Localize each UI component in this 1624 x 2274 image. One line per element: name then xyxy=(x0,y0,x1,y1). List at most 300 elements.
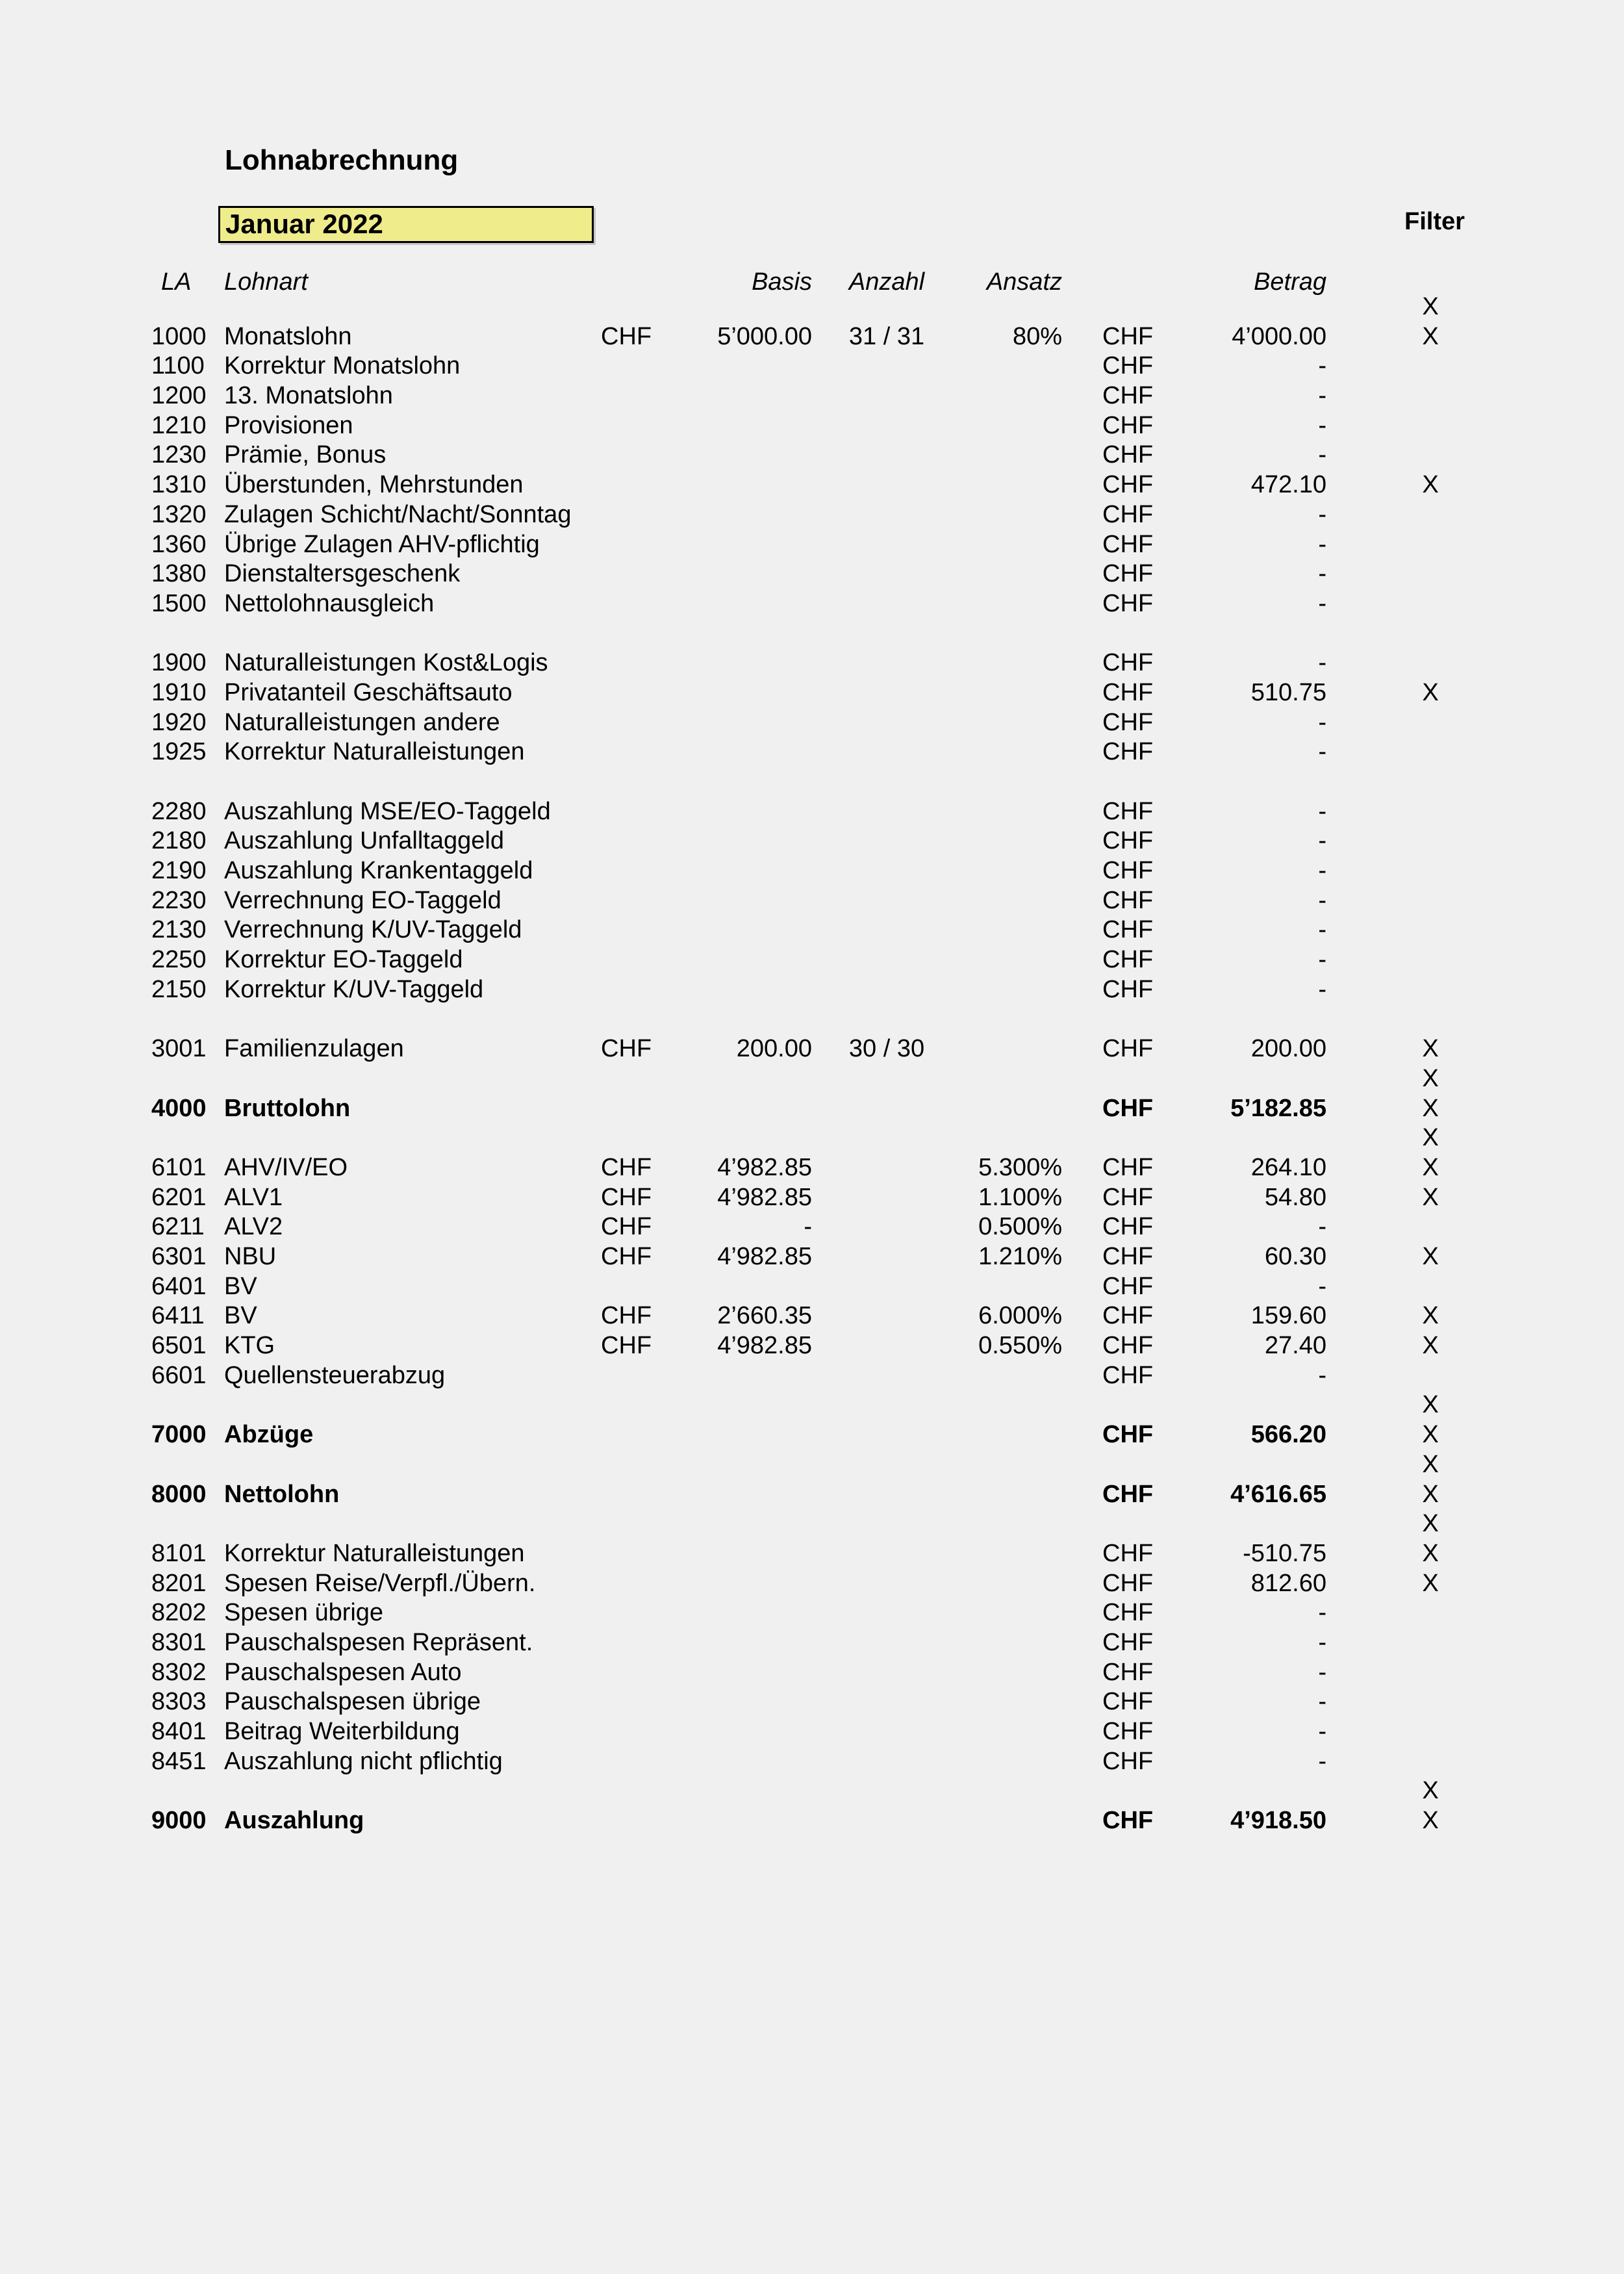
table-row xyxy=(0,530,1624,560)
table-row xyxy=(0,975,1624,1005)
row-ansatz-value xyxy=(935,1776,1062,1806)
row-la-code xyxy=(151,1776,223,1806)
row-ansatz-value xyxy=(935,1390,1062,1420)
row-anzahl-value xyxy=(828,1509,945,1539)
row-lohnart-label: BV xyxy=(224,1302,257,1330)
row-anzahl-value xyxy=(828,1153,945,1183)
row-basis-value xyxy=(650,886,812,916)
row-basis-value xyxy=(650,559,812,589)
row-betrag-currency: CHF xyxy=(1102,1658,1154,1686)
row-anzahl-value xyxy=(828,589,945,619)
row-lohnart-label: Verrechnung K/UV-Taggeld xyxy=(224,916,522,944)
row-la-code: 8303 xyxy=(151,1688,207,1716)
row-lohnart-label: Quellensteuerabzug xyxy=(224,1361,446,1389)
row-betrag-currency: CHF xyxy=(1102,1272,1154,1300)
row-filter-mark xyxy=(1404,1717,1456,1747)
row-la-code: 4000 xyxy=(151,1094,207,1122)
row-la-code: 2180 xyxy=(151,827,207,855)
row-filter-mark: X xyxy=(1422,1450,1439,1478)
row-ansatz-value xyxy=(935,1450,1062,1480)
row-lohnart-label: Nettolohn xyxy=(224,1480,340,1508)
row-basis-value: - xyxy=(804,1213,812,1241)
row-anzahl-value xyxy=(828,441,945,470)
row-lohnart-label: Abzüge xyxy=(224,1421,314,1449)
row-anzahl-value xyxy=(828,1598,945,1628)
col-header-betrag: Betrag xyxy=(1254,268,1326,296)
row-lohnart-label: 13. Monatslohn xyxy=(224,382,393,410)
row-betrag-currency xyxy=(1102,1509,1161,1539)
row-betrag-currency: CHF xyxy=(1102,678,1154,706)
row-basis-value: 4’982.85 xyxy=(717,1153,812,1181)
row-filter-mark xyxy=(1404,1658,1456,1688)
row-anzahl-value xyxy=(828,1480,945,1510)
row-ansatz-value xyxy=(935,826,1062,856)
table-row xyxy=(0,470,1624,500)
row-la-code: 1200 xyxy=(151,382,207,410)
row-betrag-value: - xyxy=(1318,1628,1326,1656)
row-basis-value xyxy=(650,530,812,560)
row-la-code: 1925 xyxy=(151,738,207,766)
table-row xyxy=(0,737,1624,767)
row-anzahl-value xyxy=(828,1242,945,1272)
row-betrag-value: 472.10 xyxy=(1250,471,1326,499)
row-ansatz-value xyxy=(935,1034,1062,1064)
row-betrag-value xyxy=(1164,619,1326,649)
row-anzahl-value xyxy=(828,797,945,827)
row-betrag-currency: CHF xyxy=(1102,1153,1154,1181)
row-anzahl-value xyxy=(828,619,945,649)
row-basis-value xyxy=(650,589,812,619)
row-basis-value xyxy=(650,1005,812,1035)
table-row xyxy=(0,1658,1624,1688)
row-anzahl-value xyxy=(828,945,945,975)
row-betrag-currency: CHF xyxy=(1102,441,1154,469)
row-ansatz-value xyxy=(935,411,1062,441)
period-cell[interactable] xyxy=(218,206,594,243)
row-basis-value xyxy=(650,737,812,767)
row-la-code: 8302 xyxy=(151,1658,207,1686)
row-filter-mark xyxy=(1404,619,1456,649)
row-anzahl-value xyxy=(828,351,945,381)
row-basis-value xyxy=(650,1776,812,1806)
row-la-code: 1380 xyxy=(151,560,207,588)
row-basis-currency: CHF xyxy=(601,1243,652,1270)
row-betrag-currency: CHF xyxy=(1102,1747,1154,1775)
row-betrag-value: - xyxy=(1318,857,1326,885)
row-basis-value xyxy=(650,1539,812,1569)
row-lohnart-label xyxy=(224,1064,627,1094)
table-row xyxy=(0,1272,1624,1302)
row-anzahl-value xyxy=(828,1123,945,1153)
row-ansatz-value xyxy=(935,648,1062,678)
row-basis-value xyxy=(650,411,812,441)
row-basis-value xyxy=(650,1569,812,1599)
row-filter-mark xyxy=(1404,1272,1456,1302)
row-filter-mark: X xyxy=(1422,1332,1439,1360)
row-la-code: 1000 xyxy=(151,322,207,350)
row-la-code xyxy=(151,1064,223,1094)
row-lohnart-label: ALV1 xyxy=(224,1183,283,1211)
table-row xyxy=(0,1005,1624,1035)
row-ansatz-value xyxy=(935,441,1062,470)
row-betrag-value: 264.10 xyxy=(1250,1153,1326,1181)
row-anzahl-value xyxy=(828,292,945,322)
row-basis-value xyxy=(650,500,812,530)
row-betrag-currency: CHF xyxy=(1102,471,1154,499)
row-filter-mark xyxy=(1404,1005,1456,1035)
table-row xyxy=(0,1539,1624,1569)
row-filter-mark: X xyxy=(1422,1569,1439,1597)
row-betrag-currency: CHF xyxy=(1102,708,1154,736)
row-betrag-value: - xyxy=(1318,382,1326,410)
period-value: Januar 2022 xyxy=(225,209,383,239)
row-betrag-currency: CHF xyxy=(1102,1421,1154,1449)
row-ansatz-value: 5.300% xyxy=(978,1153,1062,1181)
row-anzahl-value xyxy=(828,381,945,411)
row-basis-value: 5’000.00 xyxy=(717,322,812,350)
row-betrag-currency: CHF xyxy=(1102,827,1154,855)
row-lohnart-label: Spesen Reise/Verpfl./Übern. xyxy=(224,1569,536,1597)
row-basis-value xyxy=(650,797,812,827)
row-lohnart-label: Familienzulagen xyxy=(224,1035,404,1063)
row-basis-value xyxy=(650,1420,812,1450)
row-filter-mark: X xyxy=(1422,1153,1439,1181)
row-filter-mark xyxy=(1404,411,1456,441)
row-betrag-value: - xyxy=(1318,1688,1326,1716)
row-basis-value xyxy=(650,1390,812,1420)
row-basis-value xyxy=(650,1658,812,1688)
row-lohnart-label xyxy=(224,1005,627,1035)
row-filter-mark: X xyxy=(1422,1035,1439,1063)
table-row xyxy=(0,441,1624,470)
row-betrag-currency: CHF xyxy=(1102,1302,1154,1330)
row-lohnart-label: Auszahlung MSE/EO-Taggeld xyxy=(224,797,551,825)
table-row xyxy=(0,1183,1624,1213)
table-row xyxy=(0,1361,1624,1391)
row-basis-value: 4’982.85 xyxy=(717,1243,812,1270)
row-la-code: 1230 xyxy=(151,441,207,469)
row-ansatz-value xyxy=(935,1717,1062,1747)
row-anzahl-value xyxy=(828,1301,945,1331)
row-filter-mark xyxy=(1404,708,1456,738)
payroll-table xyxy=(0,292,1624,1836)
row-betrag-currency: CHF xyxy=(1102,1243,1154,1270)
row-betrag-value: - xyxy=(1318,1361,1326,1389)
row-betrag-value: - xyxy=(1318,649,1326,677)
row-basis-currency: CHF xyxy=(601,1153,652,1181)
row-betrag-currency: CHF xyxy=(1102,411,1154,439)
row-anzahl-value xyxy=(828,1628,945,1658)
table-row xyxy=(0,1331,1624,1361)
row-la-code xyxy=(151,767,223,797)
row-la-code xyxy=(151,292,223,322)
row-la-code: 1100 xyxy=(151,352,205,380)
row-basis-value: 200.00 xyxy=(736,1035,812,1063)
row-basis-value: 4’982.85 xyxy=(717,1183,812,1211)
row-betrag-value: 54.80 xyxy=(1264,1183,1326,1211)
row-la-code: 1920 xyxy=(151,708,207,736)
row-filter-mark: X xyxy=(1422,1777,1439,1805)
table-row xyxy=(0,1064,1624,1094)
row-betrag-value: - xyxy=(1318,975,1326,1003)
row-betrag-currency xyxy=(1102,292,1161,322)
row-anzahl-value xyxy=(828,648,945,678)
row-ansatz-value: 1.100% xyxy=(978,1183,1062,1211)
row-la-code: 1910 xyxy=(151,678,207,706)
row-lohnart-label: Naturalleistungen Kost&Logis xyxy=(224,649,548,677)
row-filter-mark xyxy=(1404,767,1456,797)
row-ansatz-value xyxy=(935,530,1062,560)
row-la-code: 1500 xyxy=(151,589,207,617)
row-anzahl-value xyxy=(828,975,945,1005)
row-anzahl-value xyxy=(828,411,945,441)
row-basis-value xyxy=(650,381,812,411)
row-filter-mark: X xyxy=(1422,1243,1439,1270)
table-row xyxy=(0,678,1624,708)
row-betrag-value xyxy=(1164,1776,1326,1806)
row-la-code: 1310 xyxy=(151,471,207,499)
row-lohnart-label: Nettolohnausgleich xyxy=(224,589,435,617)
row-anzahl-value xyxy=(828,500,945,530)
row-lohnart-label: Privatanteil Geschäftsauto xyxy=(224,678,513,706)
row-basis-value xyxy=(650,1806,812,1836)
row-betrag-currency xyxy=(1102,1776,1161,1806)
table-row xyxy=(0,1747,1624,1777)
table-row xyxy=(0,589,1624,619)
table-row xyxy=(0,1450,1624,1480)
col-header-basis: Basis xyxy=(752,268,812,296)
row-lohnart-label: Auszahlung Unfalltaggeld xyxy=(224,827,504,855)
row-betrag-value: - xyxy=(1318,1213,1326,1241)
row-lohnart-label: Korrektur K/UV-Taggeld xyxy=(224,975,484,1003)
row-lohnart-label: AHV/IV/EO xyxy=(224,1153,348,1181)
row-betrag-value: 5’182.85 xyxy=(1230,1094,1326,1122)
row-ansatz-value xyxy=(935,1598,1062,1628)
row-ansatz-value xyxy=(935,678,1062,708)
row-la-code xyxy=(151,619,223,649)
row-la-code: 7000 xyxy=(151,1421,207,1449)
row-anzahl-value xyxy=(828,1094,945,1124)
row-lohnart-label xyxy=(224,1509,627,1539)
row-ansatz-value xyxy=(935,351,1062,381)
row-lohnart-label xyxy=(224,1390,627,1420)
row-betrag-value: 4’918.50 xyxy=(1230,1807,1326,1835)
row-betrag-value: 27.40 xyxy=(1264,1332,1326,1360)
row-betrag-value: - xyxy=(1318,589,1326,617)
row-betrag-currency: CHF xyxy=(1102,352,1154,380)
row-betrag-value: 4’616.65 xyxy=(1230,1480,1326,1508)
table-row xyxy=(0,856,1624,886)
table-row xyxy=(0,1034,1624,1064)
row-betrag-currency: CHF xyxy=(1102,1480,1154,1508)
row-la-code xyxy=(151,1450,223,1480)
row-anzahl-value xyxy=(828,1450,945,1480)
table-row xyxy=(0,708,1624,738)
row-betrag-currency: CHF xyxy=(1102,1807,1154,1835)
row-anzahl-value xyxy=(828,1272,945,1302)
table-row xyxy=(0,411,1624,441)
row-filter-mark: X xyxy=(1422,1391,1439,1419)
row-ansatz-value xyxy=(935,1123,1062,1153)
row-filter-mark xyxy=(1404,1628,1456,1658)
row-betrag-value: - xyxy=(1318,441,1326,469)
row-la-code: 6301 xyxy=(151,1243,207,1270)
row-la-code: 2230 xyxy=(151,886,207,914)
row-betrag-value: 510.75 xyxy=(1250,678,1326,706)
row-betrag-value: 566.20 xyxy=(1250,1421,1326,1449)
row-basis-value xyxy=(650,1687,812,1717)
table-row xyxy=(0,1094,1624,1124)
row-la-code: 8301 xyxy=(151,1628,207,1656)
row-ansatz-value: 1.210% xyxy=(978,1243,1062,1270)
row-filter-mark: X xyxy=(1422,1302,1439,1330)
row-anzahl-value xyxy=(828,826,945,856)
row-betrag-value xyxy=(1164,292,1326,322)
table-row xyxy=(0,1212,1624,1242)
row-basis-value xyxy=(650,1747,812,1777)
table-row xyxy=(0,915,1624,945)
row-betrag-value: - xyxy=(1318,827,1326,855)
row-ansatz-value xyxy=(935,470,1062,500)
row-filter-mark xyxy=(1404,559,1456,589)
row-basis-value xyxy=(650,470,812,500)
row-anzahl-value xyxy=(828,1569,945,1599)
row-filter-mark: X xyxy=(1422,293,1439,320)
row-filter-mark xyxy=(1404,351,1456,381)
row-lohnart-label: Pauschalspesen übrige xyxy=(224,1688,481,1716)
row-anzahl-value xyxy=(828,1212,945,1242)
row-betrag-value: - xyxy=(1318,560,1326,588)
row-basis-value xyxy=(650,1064,812,1094)
row-ansatz-value xyxy=(935,1747,1062,1777)
row-filter-mark: X xyxy=(1422,678,1439,706)
row-betrag-value: 60.30 xyxy=(1264,1243,1326,1270)
table-row xyxy=(0,945,1624,975)
row-ansatz-value xyxy=(935,737,1062,767)
row-la-code xyxy=(151,1005,223,1035)
row-lohnart-label: Provisionen xyxy=(224,411,353,439)
row-filter-mark xyxy=(1404,856,1456,886)
row-ansatz-value xyxy=(935,381,1062,411)
table-row xyxy=(0,1153,1624,1183)
row-betrag-currency: CHF xyxy=(1102,797,1154,825)
table-row xyxy=(0,1420,1624,1450)
row-la-code xyxy=(151,1509,223,1539)
row-betrag-currency: CHF xyxy=(1102,500,1154,528)
row-la-code xyxy=(151,1123,223,1153)
table-row xyxy=(0,1569,1624,1599)
row-la-code: 3001 xyxy=(151,1035,207,1063)
row-la-code: 1320 xyxy=(151,500,207,528)
row-anzahl-value xyxy=(828,1747,945,1777)
row-betrag-currency: CHF xyxy=(1102,1628,1154,1656)
row-betrag-value: - xyxy=(1318,530,1326,558)
row-filter-mark xyxy=(1404,975,1456,1005)
row-basis-value xyxy=(650,767,812,797)
row-ansatz-value xyxy=(935,915,1062,945)
row-basis-currency: CHF xyxy=(601,1035,652,1063)
row-basis-value xyxy=(650,1717,812,1747)
row-ansatz-value: 0.500% xyxy=(978,1213,1062,1241)
row-betrag-currency: CHF xyxy=(1102,946,1154,974)
row-lohnart-label: Korrektur EO-Taggeld xyxy=(224,946,463,974)
row-la-code: 2190 xyxy=(151,857,207,885)
row-betrag-value: - xyxy=(1318,1599,1326,1627)
table-row xyxy=(0,1480,1624,1510)
row-betrag-value: - xyxy=(1318,1718,1326,1745)
row-filter-mark: X xyxy=(1422,322,1439,350)
row-lohnart-label: BV xyxy=(224,1272,257,1300)
row-basis-currency: CHF xyxy=(601,1183,652,1211)
row-betrag-currency: CHF xyxy=(1102,1718,1154,1745)
row-lohnart-label: NBU xyxy=(224,1243,277,1270)
row-basis-value: 2’660.35 xyxy=(717,1302,812,1330)
row-anzahl-value xyxy=(828,1064,945,1094)
table-row xyxy=(0,1806,1624,1836)
row-betrag-currency: CHF xyxy=(1102,1599,1154,1627)
row-anzahl-value xyxy=(828,1717,945,1747)
row-ansatz-value xyxy=(935,500,1062,530)
row-filter-mark xyxy=(1404,1747,1456,1777)
row-filter-mark: X xyxy=(1422,1124,1439,1152)
row-la-code: 6101 xyxy=(151,1153,207,1181)
row-lohnart-label: Pauschalspesen Repräsent. xyxy=(224,1628,533,1656)
row-betrag-currency: CHF xyxy=(1102,1035,1154,1063)
row-betrag-currency: CHF xyxy=(1102,530,1154,558)
row-la-code: 8201 xyxy=(151,1569,207,1597)
row-betrag-value: - xyxy=(1318,738,1326,766)
row-betrag-currency: CHF xyxy=(1102,382,1154,410)
row-betrag-value: - xyxy=(1318,797,1326,825)
row-betrag-currency: CHF xyxy=(1102,975,1154,1003)
row-betrag-currency xyxy=(1102,1005,1161,1035)
row-lohnart-label: Prämie, Bonus xyxy=(224,441,387,469)
table-row xyxy=(0,826,1624,856)
table-row xyxy=(0,1242,1624,1272)
row-la-code: 8401 xyxy=(151,1718,207,1745)
row-filter-mark xyxy=(1404,915,1456,945)
row-betrag-currency: CHF xyxy=(1102,1183,1154,1211)
col-header-anzahl: Anzahl xyxy=(848,268,925,296)
row-lohnart-label xyxy=(224,767,627,797)
row-filter-mark: X xyxy=(1422,1064,1439,1092)
row-betrag-value: - xyxy=(1318,1272,1326,1300)
row-filter-mark xyxy=(1404,797,1456,827)
row-ansatz-value xyxy=(935,1064,1062,1094)
table-row xyxy=(0,1390,1624,1420)
row-ansatz-value: 80% xyxy=(1012,322,1062,350)
row-basis-value xyxy=(650,856,812,886)
row-basis-value xyxy=(650,1450,812,1480)
row-basis-value xyxy=(650,915,812,945)
table-row xyxy=(0,1776,1624,1806)
row-filter-mark xyxy=(1404,737,1456,767)
row-anzahl-value xyxy=(828,708,945,738)
row-ansatz-value xyxy=(935,767,1062,797)
row-betrag-currency xyxy=(1102,1064,1161,1094)
row-betrag-currency xyxy=(1102,619,1161,649)
row-betrag-value xyxy=(1164,1450,1326,1480)
row-filter-mark xyxy=(1404,1212,1456,1242)
row-betrag-currency: CHF xyxy=(1102,1094,1154,1122)
row-ansatz-value xyxy=(935,589,1062,619)
row-lohnart-label: Übrige Zulagen AHV-pflichtig xyxy=(224,530,540,558)
table-row xyxy=(0,619,1624,649)
row-betrag-currency: CHF xyxy=(1102,589,1154,617)
row-lohnart-label xyxy=(224,619,627,649)
row-betrag-value: 159.60 xyxy=(1250,1302,1326,1330)
row-ansatz-value xyxy=(935,975,1062,1005)
